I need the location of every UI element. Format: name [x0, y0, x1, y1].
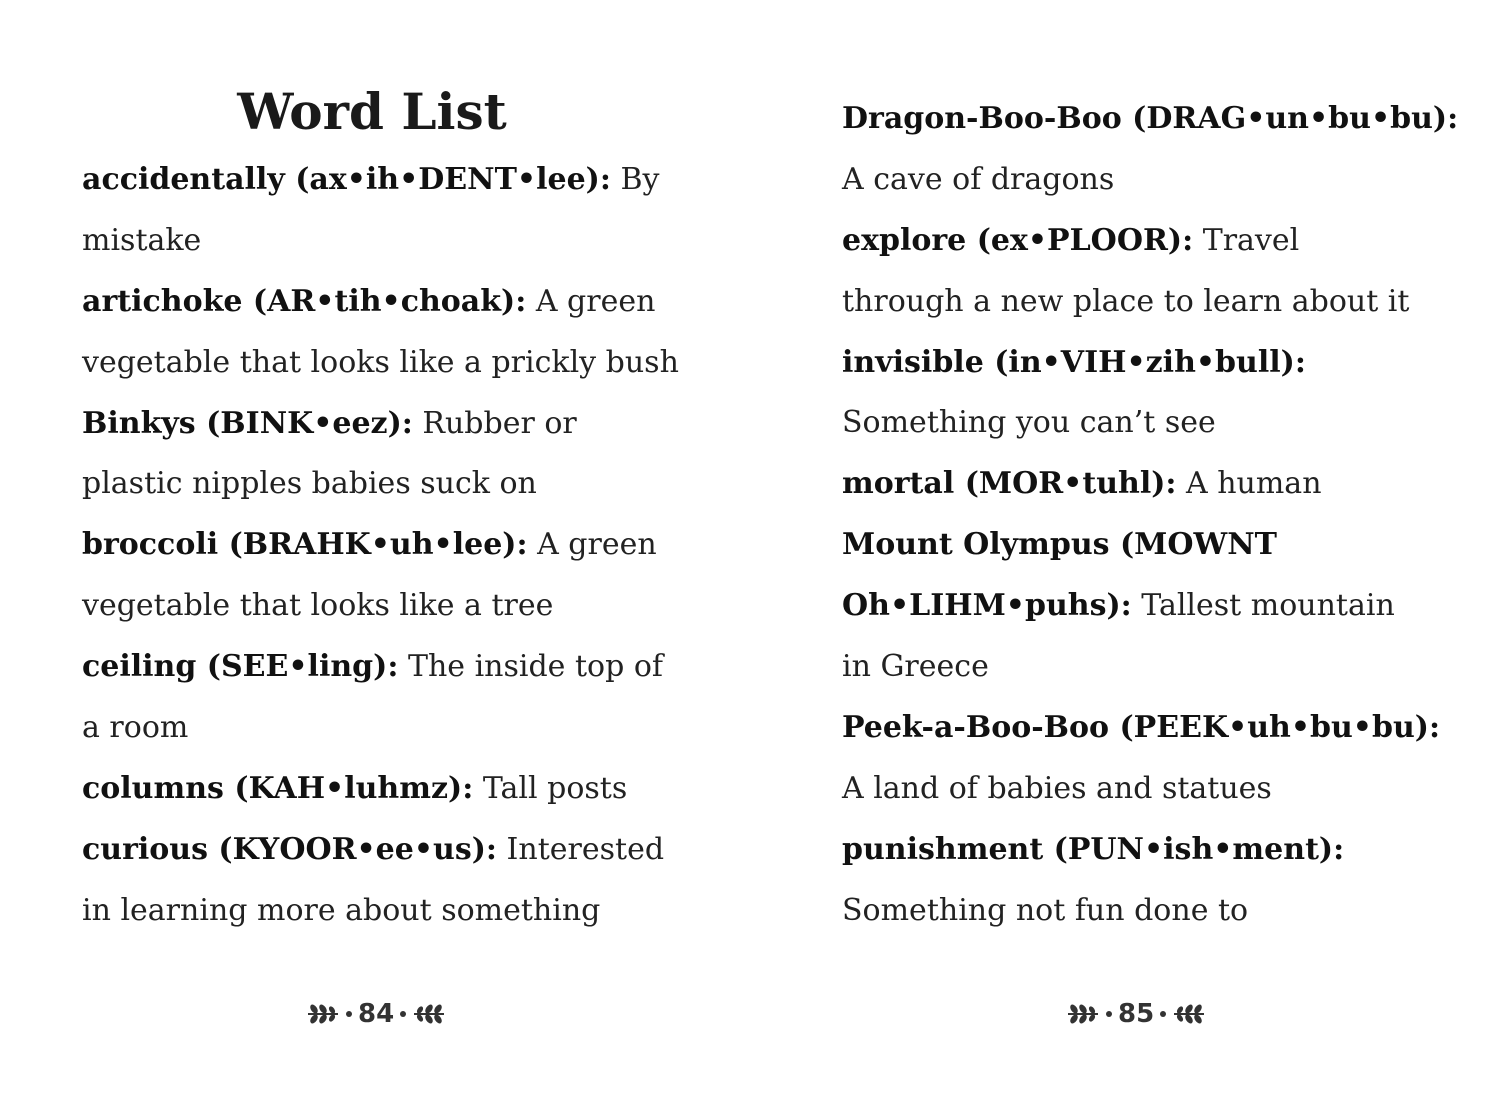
glossary-line — [82, 394, 679, 455]
ornament-dot — [346, 1011, 352, 1017]
glossary-line — [842, 150, 1458, 211]
glossary-definition: Travel — [1193, 222, 1300, 258]
glossary-term: invisible (in•VIH•zih•bull): — [842, 344, 1306, 380]
glossary-definition: A green — [527, 527, 657, 563]
page-number: 84 — [358, 999, 395, 1029]
glossary-definition: A human — [1176, 466, 1322, 502]
glossary-line — [842, 881, 1458, 942]
laurel-sprig-icon — [1066, 1000, 1100, 1028]
glossary-line — [82, 637, 679, 698]
glossary-term: mortal (MOR•tuhl): — [842, 466, 1177, 502]
glossary-line — [842, 211, 1458, 272]
folio-right — [1066, 992, 1206, 1036]
glossary-term: punishment (PUN•ish•ment): — [842, 831, 1345, 867]
word-list-right — [842, 89, 1458, 941]
glossary-term: explore (ex•PLOOR): — [842, 222, 1194, 258]
glossary-definition: Tall posts — [473, 770, 628, 806]
page-title: Word List — [237, 82, 507, 141]
glossary-line — [82, 515, 679, 576]
glossary-definition: A land of babies and statues — [842, 770, 1272, 806]
glossary-term: columns (KAH•luhmz): — [82, 770, 474, 806]
glossary-definition: Tallest mountain — [1131, 588, 1395, 624]
laurel-sprig-icon — [412, 1000, 446, 1028]
glossary-term: Peek-a-Boo-Boo (PEEK•uh•bu•bu): — [842, 709, 1441, 745]
glossary-line — [82, 333, 679, 394]
glossary-line — [842, 89, 1458, 150]
glossary-line — [82, 881, 679, 942]
left-page — [82, 0, 762, 1116]
glossary-line — [842, 515, 1458, 576]
folio-left — [306, 992, 446, 1036]
glossary-line — [82, 698, 679, 759]
glossary-line — [842, 393, 1458, 454]
glossary-term: Binkys (BINK•eez): — [82, 405, 413, 441]
glossary-line — [842, 759, 1458, 820]
glossary-line — [842, 576, 1458, 637]
glossary-definition: in learning more about something — [82, 892, 601, 928]
glossary-term: curious (KYOOR•ee•us): — [82, 831, 498, 867]
glossary-definition: vegetable that looks like a tree — [82, 588, 554, 624]
glossary-definition: Rubber or — [412, 405, 577, 441]
glossary-term: Oh•LIHM•puhs): — [842, 588, 1132, 624]
glossary-line — [842, 272, 1458, 333]
glossary-definition: By — [610, 162, 660, 197]
glossary-definition: The inside top of — [398, 649, 663, 685]
glossary-term: accidentally (ax•ih•DENT•lee): — [82, 162, 611, 197]
glossary-term: ceiling (SEE•ling): — [82, 649, 399, 685]
glossary-line — [82, 576, 679, 637]
glossary-definition: plastic nipples babies suck on — [82, 466, 537, 502]
glossary-line — [82, 759, 679, 820]
glossary-definition: a room — [82, 710, 189, 746]
ornament-dot — [1106, 1011, 1112, 1017]
laurel-sprig-icon — [1172, 1000, 1206, 1028]
glossary-term: artichoke (AR•tih•choak): — [82, 283, 527, 319]
glossary-line — [842, 333, 1458, 394]
glossary-line — [82, 211, 679, 272]
glossary-definition: A cave of dragons — [842, 161, 1115, 197]
glossary-line — [842, 637, 1458, 698]
glossary-definition: in Greece — [842, 649, 989, 685]
glossary-definition: Something not fun done to — [842, 892, 1249, 928]
glossary-term: broccoli (BRAHK•uh•lee): — [82, 527, 528, 563]
glossary-line — [842, 698, 1458, 759]
glossary-definition: vegetable that looks like a prickly bush — [82, 344, 679, 380]
word-list-left — [82, 150, 679, 942]
glossary-definition: mistake — [82, 222, 202, 258]
glossary-line — [82, 272, 679, 333]
ornament-dot — [400, 1011, 406, 1017]
glossary-line — [82, 150, 679, 211]
glossary-line — [842, 454, 1458, 515]
glossary-line — [842, 820, 1458, 881]
glossary-term: Mount Olympus (MOWNT — [842, 527, 1277, 563]
glossary-definition: Interested — [497, 831, 665, 867]
right-page — [842, 0, 1500, 1116]
ornament-dot — [1160, 1011, 1166, 1017]
glossary-line — [82, 820, 679, 881]
laurel-sprig-icon — [306, 1000, 340, 1028]
glossary-line — [82, 454, 679, 515]
glossary-definition: Something you can’t see — [842, 405, 1216, 441]
glossary-term: Dragon-Boo-Boo (DRAG•un•bu•bu): — [842, 101, 1459, 136]
page-number: 85 — [1118, 999, 1155, 1029]
glossary-definition: A green — [526, 283, 656, 319]
glossary-definition: through a new place to learn about it — [842, 283, 1410, 319]
